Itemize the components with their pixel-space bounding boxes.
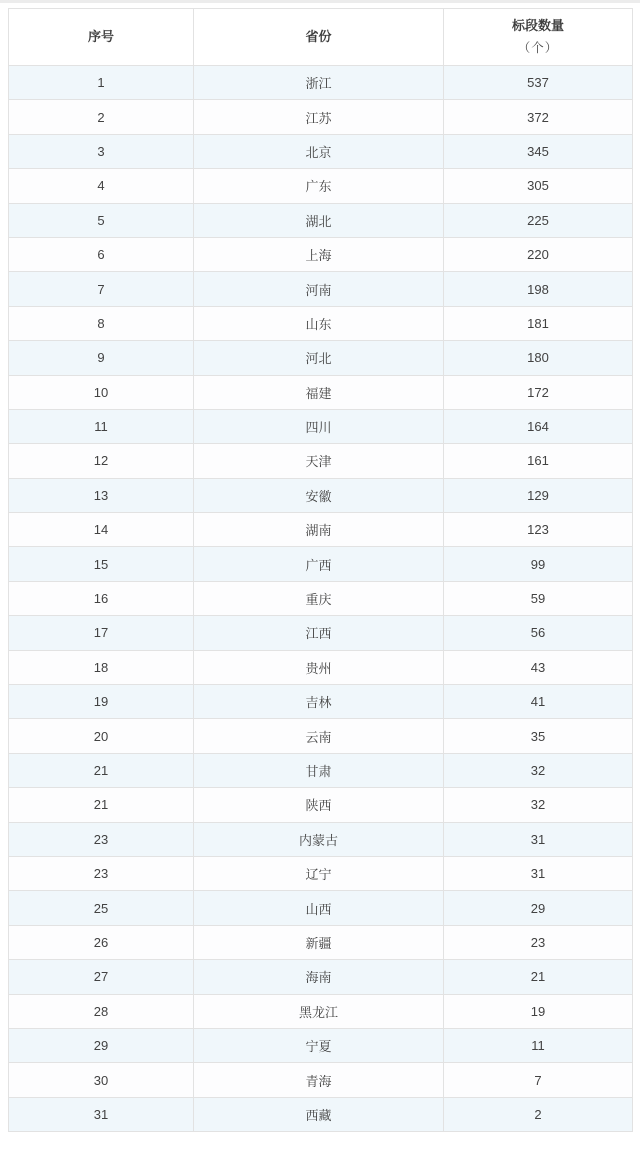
rank-cell: 3 (9, 134, 194, 168)
header-count-title: 标段数量 (511, 18, 564, 34)
rank-cell: 28 (9, 994, 194, 1028)
table-row (9, 478, 633, 512)
count-cell: 11 (444, 1028, 633, 1062)
province-cell: 宁夏 (194, 1028, 444, 1062)
count-cell: 180 (444, 341, 633, 375)
province-cell: 四川 (194, 409, 444, 443)
count-cell: 23 (444, 925, 633, 959)
table-row (9, 375, 633, 409)
province-cell: 重庆 (194, 581, 444, 615)
table-row (9, 341, 633, 375)
table-row (9, 960, 633, 994)
rank-cell: 20 (9, 719, 194, 753)
count-cell: 99 (444, 547, 633, 581)
table-row (9, 753, 633, 787)
province-cell: 内蒙古 (194, 822, 444, 856)
table-row (9, 1063, 633, 1097)
table-row (9, 994, 633, 1028)
table-row (9, 306, 633, 340)
province-cell: 新疆 (194, 925, 444, 959)
rank-cell: 23 (9, 856, 194, 890)
header-province: 省份 (194, 9, 444, 66)
province-cell: 西藏 (194, 1097, 444, 1131)
rank-cell: 11 (9, 409, 194, 443)
rank-cell: 17 (9, 616, 194, 650)
province-cell: 江西 (194, 616, 444, 650)
province-cell: 海南 (194, 960, 444, 994)
count-cell: 345 (444, 134, 633, 168)
rank-cell: 21 (9, 753, 194, 787)
table-row (9, 685, 633, 719)
table-row (9, 856, 633, 890)
province-cell: 黑龙江 (194, 994, 444, 1028)
rank-cell: 13 (9, 478, 194, 512)
table-row (9, 513, 633, 547)
rank-cell: 12 (9, 444, 194, 478)
count-cell: 7 (444, 1063, 633, 1097)
count-cell: 305 (444, 169, 633, 203)
rank-cell: 1 (9, 66, 194, 100)
count-cell: 21 (444, 960, 633, 994)
table-body (9, 66, 633, 1132)
rank-cell: 23 (9, 822, 194, 856)
province-cell: 浙江 (194, 66, 444, 100)
count-cell: 43 (444, 650, 633, 684)
count-cell: 56 (444, 616, 633, 650)
province-cell: 陕西 (194, 788, 444, 822)
table-row (9, 925, 633, 959)
table-row (9, 169, 633, 203)
rank-cell: 31 (9, 1097, 194, 1131)
count-cell: 29 (444, 891, 633, 925)
province-cell: 天津 (194, 444, 444, 478)
rank-cell: 5 (9, 203, 194, 237)
count-cell: 220 (444, 237, 633, 271)
header-count-unit: （个） (517, 40, 559, 55)
count-cell: 2 (444, 1097, 633, 1131)
count-cell: 32 (444, 753, 633, 787)
province-cell: 山西 (194, 891, 444, 925)
table-row (9, 203, 633, 237)
count-cell: 31 (444, 822, 633, 856)
province-cell: 福建 (194, 375, 444, 409)
count-cell: 198 (444, 272, 633, 306)
province-cell: 云南 (194, 719, 444, 753)
province-cell: 上海 (194, 237, 444, 271)
table-row (9, 581, 633, 615)
count-cell: 172 (444, 375, 633, 409)
table-row (9, 134, 633, 168)
table-row (9, 822, 633, 856)
top-divider (0, 0, 640, 3)
table-row (9, 1028, 633, 1062)
province-cell: 江苏 (194, 100, 444, 134)
province-cell: 北京 (194, 134, 444, 168)
count-cell: 41 (444, 685, 633, 719)
rank-cell: 6 (9, 237, 194, 271)
header-count (444, 9, 633, 66)
rank-cell: 21 (9, 788, 194, 822)
rank-cell: 14 (9, 513, 194, 547)
province-cell: 河北 (194, 341, 444, 375)
rank-cell: 29 (9, 1028, 194, 1062)
rank-cell: 18 (9, 650, 194, 684)
province-cell: 河南 (194, 272, 444, 306)
header-rank: 序号 (9, 9, 194, 66)
province-cell: 湖南 (194, 513, 444, 547)
table-row (9, 409, 633, 443)
province-cell: 贵州 (194, 650, 444, 684)
count-cell: 225 (444, 203, 633, 237)
table-row (9, 719, 633, 753)
count-cell: 31 (444, 856, 633, 890)
count-cell: 32 (444, 788, 633, 822)
count-cell: 181 (444, 306, 633, 340)
count-cell: 123 (444, 513, 633, 547)
province-cell: 安徽 (194, 478, 444, 512)
count-cell: 161 (444, 444, 633, 478)
table-row (9, 444, 633, 478)
header-row (9, 9, 633, 66)
count-cell: 129 (444, 478, 633, 512)
table-row (9, 616, 633, 650)
rank-cell: 27 (9, 960, 194, 994)
count-cell: 164 (444, 409, 633, 443)
table-row (9, 100, 633, 134)
table-row (9, 788, 633, 822)
province-cell: 青海 (194, 1063, 444, 1097)
rank-cell: 8 (9, 306, 194, 340)
count-cell: 19 (444, 994, 633, 1028)
province-cell: 广东 (194, 169, 444, 203)
rank-cell: 19 (9, 685, 194, 719)
province-cell: 广西 (194, 547, 444, 581)
rank-cell: 25 (9, 891, 194, 925)
table-row (9, 237, 633, 271)
rank-cell: 30 (9, 1063, 194, 1097)
count-cell: 372 (444, 100, 633, 134)
table-row (9, 891, 633, 925)
table-row (9, 272, 633, 306)
table-row (9, 66, 633, 100)
count-cell: 537 (444, 66, 633, 100)
province-cell: 山东 (194, 306, 444, 340)
province-cell: 吉林 (194, 685, 444, 719)
rank-cell: 26 (9, 925, 194, 959)
rank-cell: 2 (9, 100, 194, 134)
rank-cell: 9 (9, 341, 194, 375)
table-row (9, 547, 633, 581)
rank-cell: 10 (9, 375, 194, 409)
rank-cell: 15 (9, 547, 194, 581)
province-cell: 辽宁 (194, 856, 444, 890)
province-cell: 甘肃 (194, 753, 444, 787)
table-row (9, 1097, 633, 1131)
rank-cell: 7 (9, 272, 194, 306)
table-row (9, 650, 633, 684)
count-cell: 59 (444, 581, 633, 615)
province-cell: 湖北 (194, 203, 444, 237)
rank-cell: 4 (9, 169, 194, 203)
count-cell: 35 (444, 719, 633, 753)
province-bid-count-table (8, 8, 633, 1132)
rank-cell: 16 (9, 581, 194, 615)
